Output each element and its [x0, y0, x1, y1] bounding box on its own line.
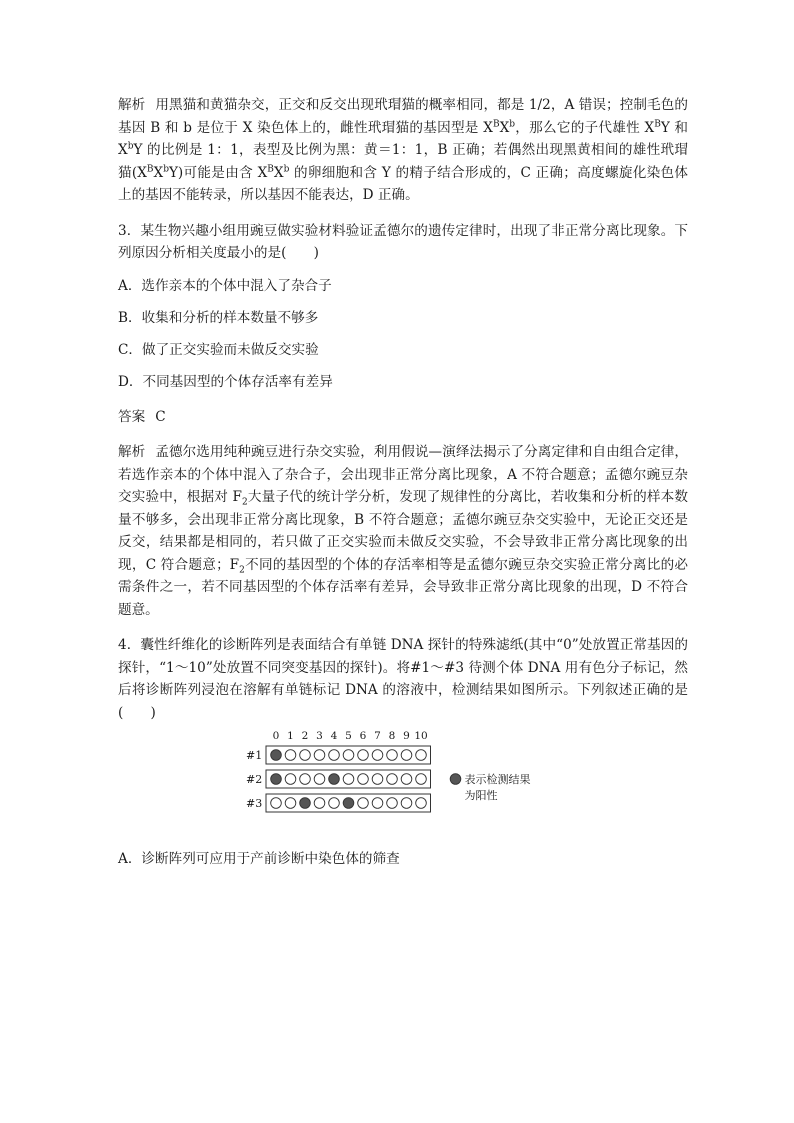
q4-option-a: A．诊断阵列可应用于产前诊断中染色体的筛查: [118, 851, 400, 867]
negative-spot: [314, 774, 325, 785]
column-label: 5: [345, 730, 352, 742]
row-label: #3: [246, 797, 263, 810]
q4-stem: 4．囊性纤维化的诊断阵列是表面结合有单链 DNA 探针的特殊滤纸(其中“0”处放置正常基因的探针，“1～10”处放置不同突变基因的探针)。将#1～#3 待测个体 DNA 用有色分子标记，然后将诊断阵列浸泡在溶解有单链标记 DNA 的溶液中，检测结果如图所示。下列叙述正确的是( ): [118, 637, 688, 721]
text-run: Y)可能是由含 X: [168, 164, 268, 181]
column-label: 10: [414, 730, 428, 742]
text-run: X: [499, 119, 510, 136]
row-label: #1: [246, 749, 263, 762]
column-label: 4: [330, 730, 338, 742]
legend-text: 为阳性: [464, 789, 498, 802]
superscript: B: [492, 118, 500, 129]
text-run: 孟德尔选用纯种豌豆进行杂交实验，利用假说—演绎法揭示了分离定律和自由组合定律，若选作亲本的个体中混入了杂合子，会出现非正常分离比现象，A 不符合题意；孟德尔豌豆杂交实验中，根据对 F: [118, 444, 689, 505]
analysis-label: 解析: [118, 444, 146, 460]
negative-spot: [343, 750, 354, 761]
column-label: 3: [316, 730, 323, 742]
negative-spot: [372, 798, 383, 809]
negative-spot: [387, 774, 398, 785]
negative-spot: [387, 750, 398, 761]
column-label: 2: [301, 730, 309, 742]
subscript: 2: [239, 565, 245, 576]
positive-spot: [300, 798, 311, 809]
text-run: ，那么它的子代雄性 X: [515, 119, 655, 136]
q3-option-b: B．收集和分析的样本数量不够多: [118, 309, 319, 326]
superscript: b: [163, 163, 169, 174]
negative-spot: [285, 798, 296, 809]
negative-spot: [401, 774, 412, 785]
q3-answer: [118, 406, 688, 429]
q3-stem: 3．某生物兴趣小组用豌豆做实验材料验证孟德尔的遗传定律时，出现了非正常分离比现象。下列原因分析相关度最小的是( ): [118, 222, 688, 261]
text-run: X: [273, 164, 284, 181]
q3-option-a: A．选作亲本的个体中混入了杂合子: [118, 277, 332, 294]
positive-spot: [271, 774, 282, 785]
negative-spot: [271, 798, 282, 809]
row-label: #2: [246, 773, 263, 786]
negative-spot: [401, 798, 412, 809]
legend-text: 表示检测结果: [464, 773, 531, 786]
negative-spot: [372, 774, 383, 785]
negative-spot: [387, 798, 398, 809]
negative-spot: [401, 750, 412, 761]
negative-spot: [416, 798, 427, 809]
column-label: 1: [287, 730, 294, 742]
text-run: Y 的比例是 1：1，表型及比例为黑：黄＝1：1，B 正确；若偶然出现黑黄相间的雄性玳瑁猫(X: [118, 142, 688, 181]
diagnostic-array-diagram: [246, 728, 566, 840]
negative-spot: [416, 750, 427, 761]
column-label: 0: [272, 730, 280, 742]
negative-spot: [372, 750, 383, 761]
q2-analysis-paragraph: [118, 94, 688, 207]
column-label: 8: [388, 730, 396, 742]
superscript: B: [146, 163, 154, 174]
negative-spot: [314, 798, 325, 809]
column-label: 6: [359, 730, 367, 742]
q3-option-d: D．不同基因型的个体存活率有差异: [118, 373, 333, 390]
analysis-label: 解析: [118, 97, 146, 113]
q3-analysis-paragraph: [118, 441, 688, 621]
text-run: 大量子代的统计学分析，发现了规律性的分离比，若收集和分析的样本数量不够多，会出现非正常分离比现象，B 不符合题意；孟德尔豌豆杂交实验中，无论正交还是反交，结果都是相同的，若只做了正交实验而未做反交实验，不会导致非正常分离比现象的出现，C 符合题意；F: [118, 489, 688, 573]
negative-spot: [343, 774, 354, 785]
superscript: b: [509, 118, 516, 129]
negative-spot: [300, 750, 311, 761]
positive-spot: [329, 774, 340, 785]
superscript: b: [127, 141, 134, 152]
negative-spot: [285, 750, 296, 761]
superscript: b: [283, 163, 290, 174]
text-run: 的卵细胞和含 Y 的精子结合形成的，C 正确；高度螺旋化染色体上的基因不能转录，所以基因不能表达，D 正确。: [118, 164, 688, 203]
text-run: X: [153, 164, 164, 181]
negative-spot: [358, 774, 369, 785]
q3-option-c: C．做了正交实验而未做反交实验: [118, 341, 319, 358]
superscript: B: [267, 163, 274, 174]
text-run: 用黑猫和黄猫杂交，正交和反交出现玳瑁猫的概率相同，都是 1/2，A 错误；控制毛色的基因 B 和 b 是位于 X 染色体上的，雌性玳瑁猫的基因型是 X: [118, 97, 688, 136]
positive-spot: [343, 798, 354, 809]
diagnostic-array-figure: [118, 724, 688, 848]
positive-spot: [271, 750, 282, 761]
negative-spot: [416, 774, 427, 785]
legend-marker: [450, 774, 461, 785]
negative-spot: [314, 750, 325, 761]
column-label: 7: [374, 730, 381, 742]
negative-spot: [329, 798, 340, 809]
superscript: B: [654, 118, 661, 129]
answer-label: 答案: [118, 408, 146, 425]
text-run: Y 和 X: [118, 119, 689, 158]
text-run: 不同的基因型的个体的存活率相等是孟德尔豌豆杂交实验正常分离比的必需条件之一，若不同基因型的个体存活率有差异，会导致非正常分离比现象的出现，D 不符合题意。: [118, 556, 689, 618]
subscript: 2: [241, 497, 248, 508]
negative-spot: [300, 774, 311, 785]
negative-spot: [358, 798, 369, 809]
negative-spot: [358, 750, 369, 761]
negative-spot: [329, 750, 340, 761]
document-page: [118, 94, 688, 870]
negative-spot: [285, 774, 296, 785]
answer-value: C: [155, 408, 166, 425]
column-label: 9: [403, 730, 410, 742]
